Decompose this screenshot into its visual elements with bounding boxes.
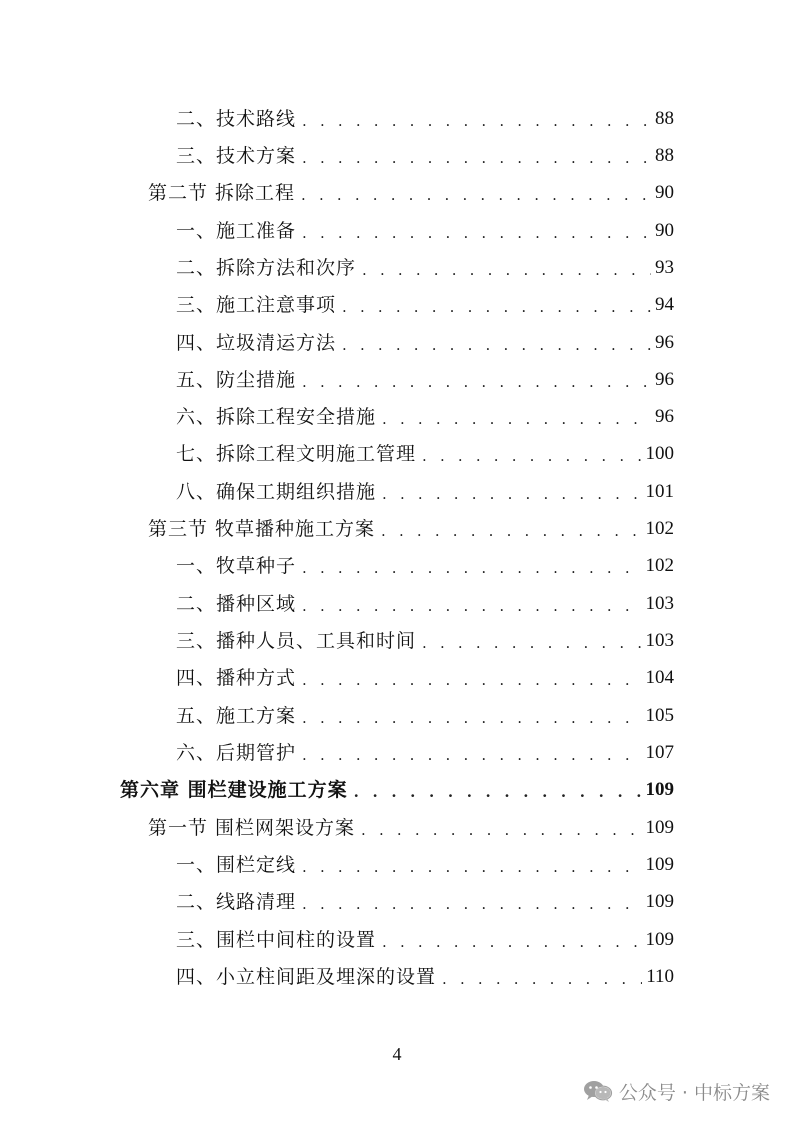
toc-entry[interactable] xyxy=(120,777,674,803)
toc-entry-title: 二、播种区域 xyxy=(176,593,297,615)
toc-entry-page: 90 xyxy=(655,182,674,203)
toc-entry-title: 四、小立柱间距及埋深的设置 xyxy=(176,966,437,988)
toc-entry-page: 110 xyxy=(646,966,674,987)
toc-entry-title: 四、播种方式 xyxy=(176,667,297,689)
wechat-icon xyxy=(583,1079,613,1103)
page-number: 4 xyxy=(392,1044,402,1064)
toc-entry[interactable] xyxy=(176,292,674,318)
toc-entry-title: 五、防尘措施 xyxy=(176,369,297,391)
toc-entry[interactable] xyxy=(176,330,674,356)
toc-entry-title: 三、技术方案 xyxy=(176,145,297,167)
toc-dot-leader xyxy=(302,555,641,581)
toc-entry-title: 六、后期管护 xyxy=(176,742,297,764)
toc-entry[interactable] xyxy=(176,479,674,505)
toc-entry[interactable] xyxy=(176,964,674,990)
toc-entry-page: 88 xyxy=(655,108,674,129)
toc-entry-title: 三、播种人员、工具和时间 xyxy=(176,630,417,652)
toc-dot-leader xyxy=(381,518,641,544)
toc-entry-title: 八、确保工期组织措施 xyxy=(176,481,377,503)
toc-entry-page: 103 xyxy=(645,630,674,651)
toc-entry-page: 109 xyxy=(645,817,674,838)
toc-entry[interactable] xyxy=(148,516,674,542)
toc-entry-title: 三、施工注意事项 xyxy=(176,294,337,316)
toc-entry[interactable] xyxy=(148,815,674,841)
toc-entry[interactable] xyxy=(176,441,674,467)
toc-dot-leader xyxy=(301,182,651,208)
toc-entry-title: 三、围栏中间柱的设置 xyxy=(176,929,377,951)
toc-dot-leader xyxy=(302,593,641,619)
toc-entry[interactable] xyxy=(176,628,674,654)
toc-entry[interactable] xyxy=(176,255,674,281)
toc-entry[interactable] xyxy=(148,180,674,206)
toc-entry-page: 109 xyxy=(645,854,674,875)
toc-dot-leader xyxy=(302,891,641,917)
toc-dot-leader xyxy=(302,369,651,395)
toc-dot-leader xyxy=(302,854,641,880)
toc-entry-title: 五、施工方案 xyxy=(176,705,297,727)
toc-dot-leader xyxy=(354,779,642,805)
toc-entry-title: 二、线路清理 xyxy=(176,891,297,913)
toc-entry-page: 96 xyxy=(655,369,674,390)
toc-entry-title: 二、技术路线 xyxy=(176,108,297,130)
toc-entry-page: 109 xyxy=(645,779,674,800)
toc-entry-page: 88 xyxy=(655,145,674,166)
toc-entry-page: 109 xyxy=(645,929,674,950)
toc-entry[interactable] xyxy=(176,852,674,878)
toc-dot-leader xyxy=(302,742,641,768)
watermark-text: 公众号 · 中标方案 xyxy=(618,1081,770,1104)
toc-entry[interactable] xyxy=(176,889,674,915)
toc-entry[interactable] xyxy=(176,665,674,691)
toc-entry-title: 第二节 拆除工程 xyxy=(148,182,296,204)
toc-dot-leader xyxy=(342,294,651,320)
toc-entry-page: 94 xyxy=(655,294,674,315)
toc-entry-page: 109 xyxy=(645,891,674,912)
watermark xyxy=(583,1076,770,1106)
toc-entry-page: 105 xyxy=(645,705,674,726)
toc-dot-leader xyxy=(302,220,651,246)
toc-dot-leader xyxy=(422,443,641,469)
toc-entry-title: 四、垃圾清运方法 xyxy=(176,332,337,354)
toc-entry[interactable] xyxy=(176,218,674,244)
toc-entry-title: 第六章 围栏建设施工方案 xyxy=(120,779,348,801)
toc-entry[interactable] xyxy=(176,553,674,579)
toc-entry[interactable] xyxy=(176,143,674,169)
toc-entry-title: 七、拆除工程文明施工管理 xyxy=(176,443,417,465)
toc-entry-page: 96 xyxy=(655,332,674,353)
toc-entry-page: 102 xyxy=(645,518,674,539)
toc-dot-leader xyxy=(342,332,651,358)
toc-dot-leader xyxy=(422,630,641,656)
toc-dot-leader xyxy=(382,481,641,507)
toc-entry-page: 102 xyxy=(645,555,674,576)
toc-dot-leader xyxy=(302,705,641,731)
toc-entry-title: 第一节 围栏网架设方案 xyxy=(148,817,356,839)
toc-entry-title: 二、拆除方法和次序 xyxy=(176,257,357,279)
toc-entry-page: 96 xyxy=(655,406,674,427)
toc-entry[interactable] xyxy=(176,927,674,953)
toc-dot-leader xyxy=(382,406,651,432)
toc-entry-title: 一、围栏定线 xyxy=(176,854,297,876)
toc-entry-page: 107 xyxy=(645,742,674,763)
toc-dot-leader xyxy=(382,929,641,955)
toc-dot-leader xyxy=(302,145,651,171)
toc-dot-leader xyxy=(302,108,651,134)
toc-dot-leader xyxy=(442,966,642,992)
toc-entry[interactable] xyxy=(176,740,674,766)
toc-entry-page: 101 xyxy=(645,481,674,502)
toc-entry-title: 一、牧草种子 xyxy=(176,555,297,577)
toc-entry-page: 103 xyxy=(645,593,674,614)
toc-entry-title: 六、拆除工程安全措施 xyxy=(176,406,377,428)
toc-entry[interactable] xyxy=(176,367,674,393)
toc-dot-leader xyxy=(362,257,651,283)
toc-entry[interactable] xyxy=(176,106,674,132)
toc-entry[interactable] xyxy=(176,703,674,729)
toc-entry-page: 93 xyxy=(655,257,674,278)
toc-entry[interactable] xyxy=(176,591,674,617)
toc-entry-title: 一、施工准备 xyxy=(176,220,297,242)
toc-entry-title: 第三节 牧草播种施工方案 xyxy=(148,518,376,540)
toc-entry-page: 104 xyxy=(645,667,674,688)
toc-entry-page: 90 xyxy=(655,220,674,241)
toc-dot-leader xyxy=(361,817,641,843)
toc-entry[interactable] xyxy=(176,404,674,430)
toc-entry-page: 100 xyxy=(645,443,674,464)
toc-dot-leader xyxy=(302,667,641,693)
